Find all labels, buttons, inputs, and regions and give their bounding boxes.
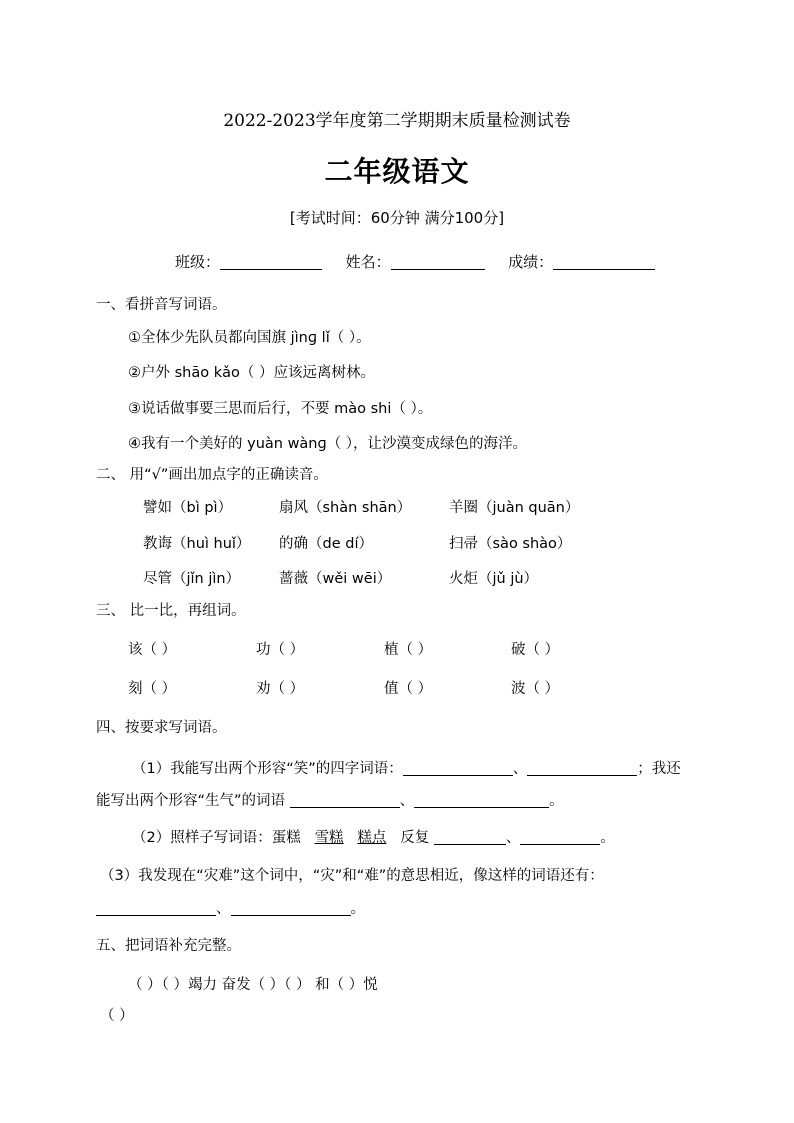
q1-text-cont: ；我还 xyxy=(637,761,681,777)
pinyin-choice: 蔷薇（wěi wēi） xyxy=(279,571,392,587)
word-group-item: 劝（ ） xyxy=(256,681,305,697)
answer-blank[interactable] xyxy=(96,900,216,916)
answer-blank[interactable] xyxy=(231,900,351,916)
answer-blank[interactable] xyxy=(434,829,506,845)
score-label: 成绩： xyxy=(508,253,554,271)
q1-text-line2: 能写出两个形容“生气”的词语 xyxy=(96,793,286,809)
name-label: 姓名： xyxy=(345,253,391,271)
score-field[interactable] xyxy=(553,254,655,270)
example-word: 雪糕 xyxy=(314,830,344,846)
word-group-item: 刻（ ） xyxy=(128,681,177,697)
period: 。 xyxy=(549,793,564,809)
name-field[interactable] xyxy=(391,254,485,270)
section4-q1-line1 xyxy=(132,757,681,778)
pinyin-choice: 扫帚（sào shào） xyxy=(449,536,572,552)
period: 。 xyxy=(350,901,365,917)
answer-blank[interactable] xyxy=(414,792,549,808)
pinyin-choice: 的确（de dí） xyxy=(279,536,373,552)
word-group-item: 该（ ） xyxy=(128,642,177,658)
class-label: 班级： xyxy=(175,253,221,271)
section4-heading: 四、按要求写词语。 xyxy=(96,720,227,736)
section4-q1-line2 xyxy=(96,789,564,810)
word-group-item: 波（ ） xyxy=(511,681,560,697)
pinyin-choice: 羊圈（juàn quān） xyxy=(449,500,580,516)
answer-blank[interactable] xyxy=(520,829,600,845)
example-word: 糕点 xyxy=(357,830,387,846)
section1-item-4: ④我有一个美好的 yuàn wànɡ（ ），让沙漠变成绿色的海洋。 xyxy=(128,436,528,452)
answer-blank[interactable] xyxy=(290,792,400,808)
section1-heading: 一、看拼音写词语。 xyxy=(96,297,227,313)
q2-text: （2）照样子写词语：蛋糕 xyxy=(132,830,301,846)
section5-line2: （ ） xyxy=(100,1008,134,1024)
section4-q2 xyxy=(132,826,615,847)
q1-text: （1）我能写出两个形容“笑”的四字词语： xyxy=(132,761,403,777)
word-group-item: 植（ ） xyxy=(384,642,433,658)
word-group-item: 破（ ） xyxy=(511,642,560,658)
separator: 、 xyxy=(512,761,528,777)
answer-blank[interactable] xyxy=(403,760,513,776)
exam-title: 2022-2023学年度第二学期期末质量检测试卷 xyxy=(223,111,571,131)
section1-item-3: ③说话做事要三思而后行，不要 mào shi（ ）。 xyxy=(128,401,433,417)
pinyin-choice: 火炬（jǔ jù） xyxy=(449,571,539,587)
separator: 、 xyxy=(216,901,231,917)
separator: 、 xyxy=(399,793,415,809)
word-group-item: 功（ ） xyxy=(256,642,305,658)
separator: 、 xyxy=(505,830,521,846)
period: 。 xyxy=(600,830,615,846)
pinyin-choice: 教诲（huì huǐ） xyxy=(143,536,251,552)
pinyin-choice: 扇风（shàn shān） xyxy=(279,500,412,516)
section5-line1: （ ）（ ）竭力 奋发（ ）（ ） 和（ ）悦 xyxy=(128,977,378,993)
exam-info: [考试时间：60分钟 满分100分] xyxy=(289,209,505,227)
subject-title: 二年级语文 xyxy=(324,155,470,188)
section1-item-1: ①全体少先队员都向国旗 jìnɡ lǐ（ ）。 xyxy=(128,330,371,346)
pinyin-choice: 尽管（jǐn jìn） xyxy=(143,571,241,587)
student-info-row xyxy=(175,251,655,272)
section5-heading: 五、把词语补充完整。 xyxy=(96,938,241,954)
pinyin-choice: 譬如（bì pì） xyxy=(143,500,233,516)
section3-heading: 三、 比一比，再组词。 xyxy=(96,603,246,619)
section4-q3-answers xyxy=(96,897,365,918)
prompt-word: 反复 xyxy=(400,830,430,846)
section4-q3: （3）我发现在“灾难”这个词中，“灾”和“难”的意思相近，像这样的词语还有： xyxy=(100,868,604,884)
section2-heading: 二、 用“√”画出加点字的正确读音。 xyxy=(96,467,328,483)
class-field[interactable] xyxy=(220,254,322,270)
section1-item-2: ②户外 shāo kǎo（ ）应该远离树林。 xyxy=(128,365,375,381)
answer-blank[interactable] xyxy=(527,760,637,776)
word-group-item: 值（ ） xyxy=(384,681,433,697)
